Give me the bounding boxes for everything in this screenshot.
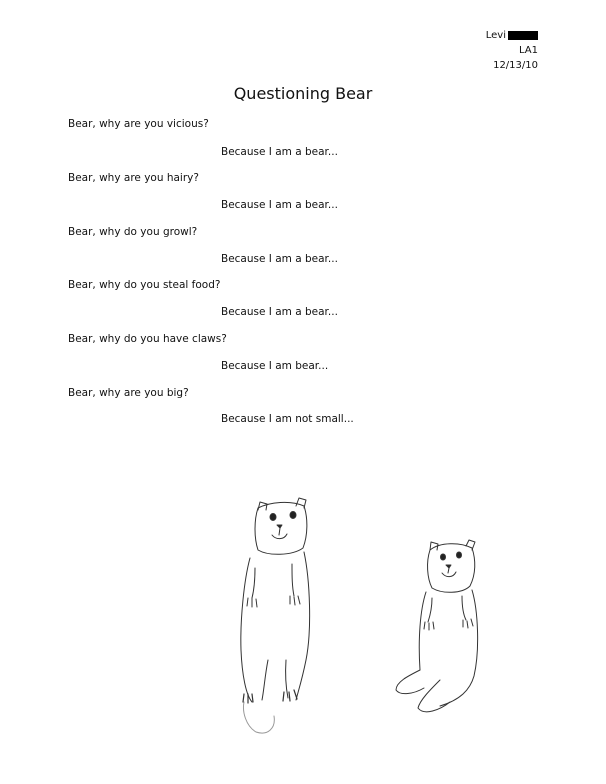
question-line: Bear, why are you hairy? [68, 172, 199, 184]
class-label: LA1 [518, 45, 538, 56]
question-line: Bear, why do you growl? [68, 226, 198, 238]
answer-line: Because I am bear... [221, 360, 329, 372]
date-label: 12/13/10 [493, 60, 538, 71]
redaction-bar [508, 31, 538, 40]
answer-line: Because I am a bear... [221, 146, 338, 158]
student-name-line [486, 28, 538, 43]
question-line: Bear, why are you big? [68, 387, 189, 399]
answer-line: Because I am a bear... [221, 306, 338, 318]
bear-drawings [0, 480, 606, 750]
poem-title: Questioning Bear [233, 84, 373, 103]
question-line: Bear, why do you steal food? [68, 279, 221, 291]
question-line: Bear, why do you have claws? [68, 333, 227, 345]
answer-line: Because I am not small... [221, 413, 354, 425]
question-line: Bear, why are you vicious? [68, 118, 209, 130]
answer-line: Because I am a bear... [221, 199, 338, 211]
sitting-bear-drawing [396, 540, 478, 712]
answer-line: Because I am a bear... [221, 253, 338, 265]
standing-bear-drawing [241, 498, 310, 733]
header-block [486, 28, 538, 73]
student-name: Levi [485, 30, 506, 41]
